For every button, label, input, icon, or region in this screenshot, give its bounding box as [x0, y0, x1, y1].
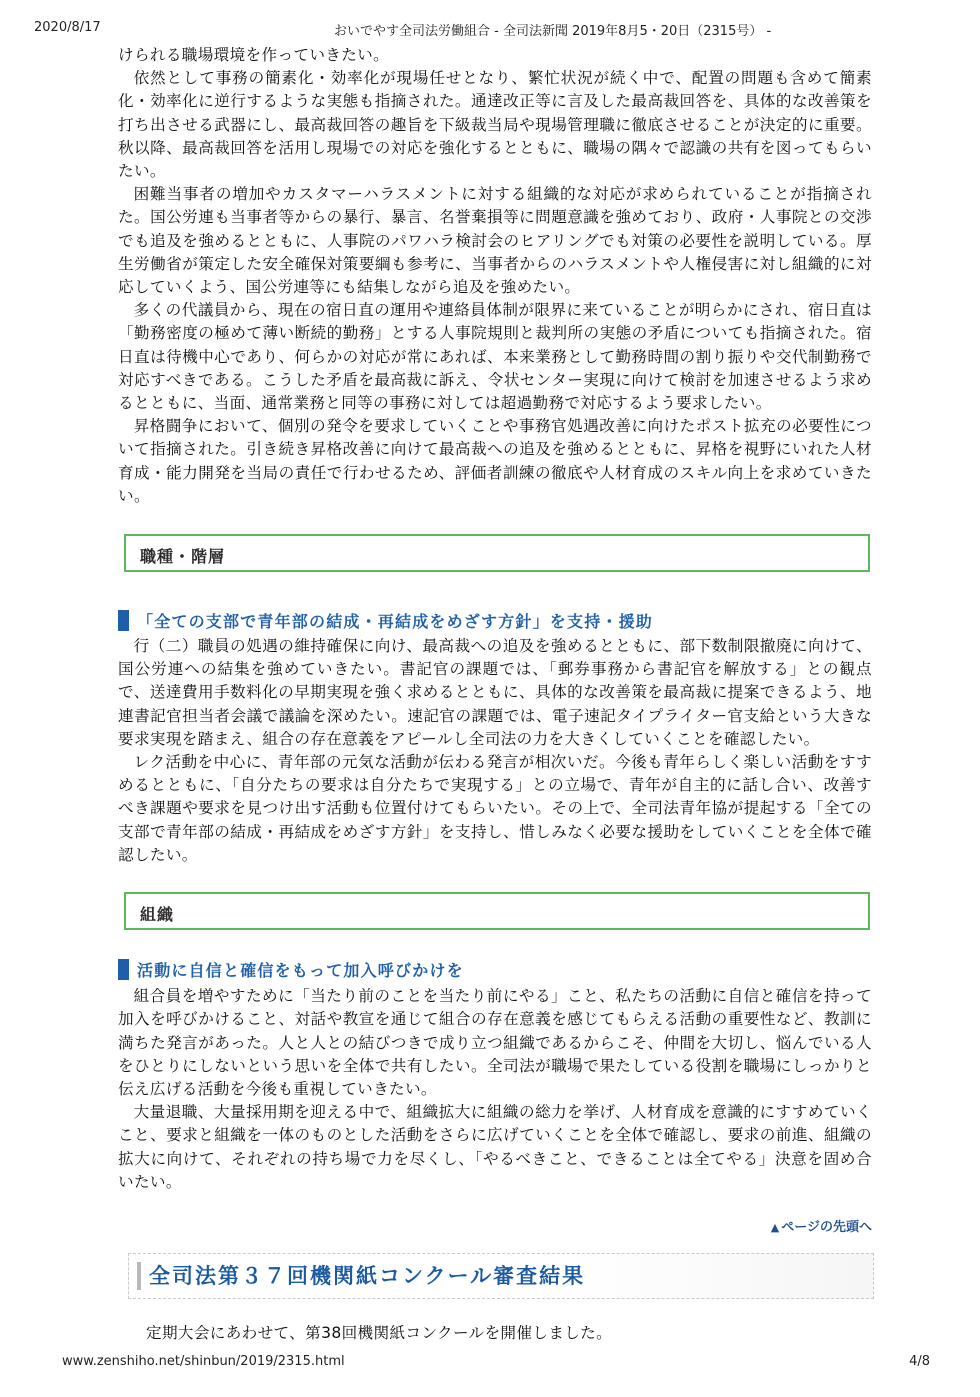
contest-heading — [128, 1253, 874, 1299]
contest-text: 定期大会にあわせて、第38回機関紙コンクールを開催しました。 — [146, 1323, 613, 1342]
subheading-text: 活動に自信と確信をもって加入呼びかけを — [137, 960, 464, 980]
subheading-text: 「全ての支部で青年部の結成・再結成をめざす方針」を支持・援助 — [137, 611, 654, 631]
intro-paragraph: 困難当事者の増加やカスタマーハラスメントに対する組織的な対応が求められていることが指摘された。国公労連も当事者等からの暴行、暴言、名誉棄損等に問題意識を強めており、政府・人事院との交渉でも追及を強めるとともに、人事院のパワハラ検討会のヒアリングでも対策の必要性を説明している。厚生労働省が策定した安全確保対策要綱も参考に、当事者からのハラスメントや人権侵害に対し組織的に対応していくよう、国公労連等にも結集しながら追及を強めたい。 — [118, 185, 872, 297]
print-header — [34, 20, 946, 42]
print-footer — [62, 1354, 930, 1374]
section-paragraph: レク活動を中心に、青年部の元気な活動が伝わる発言が相次いだ。今後も青年らしく楽しい活動をすすめるとともに、「自分たちの要求は自分たちで実現する」との立場で、青年が自主的に話し合い、改善すべき課題や要求を見つけ出す活動も位置付けてもらいたい。その上で、全司法青年協が提起する「全ての支部で青年部の結成・再結成をめざす方針」を支持し、惜しみなく必要な援助をしていくことを全体で確認したい。 — [118, 753, 872, 864]
intro-paragraph: けられる職場環境を作っていきたい。 — [118, 46, 390, 64]
section-paragraph: 行（二）職員の処遇の維持確保に向け、最高裁への追及を強めるとともに、部下数制限撤廃に向けて、国公労連への結集を強めていきたい。書記官の課題では、「郵券事務から書記官を解放する」との観点で、送達費用手数料化の早期実現を強く求めるとともに、具体的な改善策を最高裁に提案できるよう、地連書記官担当者会議で議論を深めたい。速記官の課題では、電子速記タイプライター官支給という大きな要求実現を踏まえ、組合の存在意義をアピールし全司法の力を大きくしていくことを確認したい。 — [118, 637, 872, 748]
intro-paragraph: 多くの代議員から、現在の宿日直の運用や連絡員体制が限界に来ていることが明らかにされ、宿日直は「勤務密度の極めて薄い断続的勤務」とする人事院規則と裁判所の実態の矛盾についても指摘された。宿日直は待機中心であり、何らかの対応が常にあれば、本来業務として勤務時間の割り振りや交代制勤務で対応すべきである。こうした矛盾を最高裁に訴え、令状センター実現に向けて検討を加速させるよう求めるとともに、当面、通常業務と同等の事務に対しては超過勤務で対応するよう要求したい。 — [118, 301, 872, 413]
print-page-title: おいでやす全司法労働組合 - 全司法新聞 2019年8月5・20日（2315号） - — [334, 24, 772, 39]
heading-bar-icon — [118, 610, 129, 631]
heading-bar-icon — [118, 959, 129, 980]
article-content — [118, 44, 872, 1343]
page-number: 4/8 — [909, 1354, 930, 1369]
section-heading-organization — [124, 892, 870, 930]
section-title: 組織 — [140, 905, 175, 925]
contest-title: 全司法第３７回機関紙コンクール審査結果 — [137, 1262, 865, 1290]
section-title: 職種・階層 — [140, 547, 226, 567]
intro-paragraph: 依然として事務の簡素化・効率化が現場任せとなり、繁忙状況が続く中で、配置の問題も含めて簡素化・効率化に逆行するような実態も指摘された。通達改正等に言及した最高裁回答を、具体的な改善策を打ち出させる武器にし、最高裁回答の趣旨を下級裁当局や現場管理職に徹底させることが決定的に重要。秋以降、最高裁回答を活用し現場での対応を強化するとともに、職場の隅々で認識の共有を図ってもらいたい。 — [118, 69, 872, 181]
subheading-membership — [118, 957, 872, 981]
back-to-top-link[interactable] — [118, 1216, 872, 1235]
section-heading-occupation — [124, 534, 870, 572]
intro-paragraph: 昇格闘争において、個別の発令を要求していくことや事務官処遇改善に向けたポスト拡充の必要性について指摘された。引き続き昇格改善に向けて最高裁への追及を強めるとともに、昇格を視野にいれた人材育成・能力開発を当局の責任で行わせるため、評価者訓練の徹底や人材育成のスキル向上を求めていきたい。 — [118, 417, 872, 505]
page-url: www.zenshiho.net/shinbun/2019/2315.html — [62, 1354, 345, 1369]
subheading-youth — [118, 608, 872, 632]
print-date: 2020/8/17 — [34, 20, 101, 35]
section-paragraph: 組合員を増やすために「当たり前のことを当たり前にやる」こと、私たちの活動に自信と確信を持って加入を呼びかけること、対話や教宣を通じて組合の存在意義を感じてもらえる活動の重要性など、教訓に満ちた発言があった。人と人との結びつきで成り立つ組織であるからこそ、仲間を大切し、悩んでいる人をひとりにしないという思いを全体で共有したい。全司法が職場で果たしている役割を職場にしっかりと伝え広げる活動を今後も重視していきたい。 — [118, 987, 872, 1098]
triangle-up-icon: ▲ — [770, 1220, 780, 1234]
section-paragraph: 大量退職、大量採用期を迎える中で、組織拡大に組織の総力を挙げ、人材育成を意識的にすすめていくこと、要求と組織を一体のものとした活動をさらに広げていくことを全体で確認し、要求の前進、組織の拡大に向けて、それぞれの持ち場で力を尽くし、「やるべきこと、できることは全てやる」決意を固め合いたい。 — [118, 1103, 872, 1191]
back-to-top-label: ページの先頭へ — [781, 1219, 872, 1235]
